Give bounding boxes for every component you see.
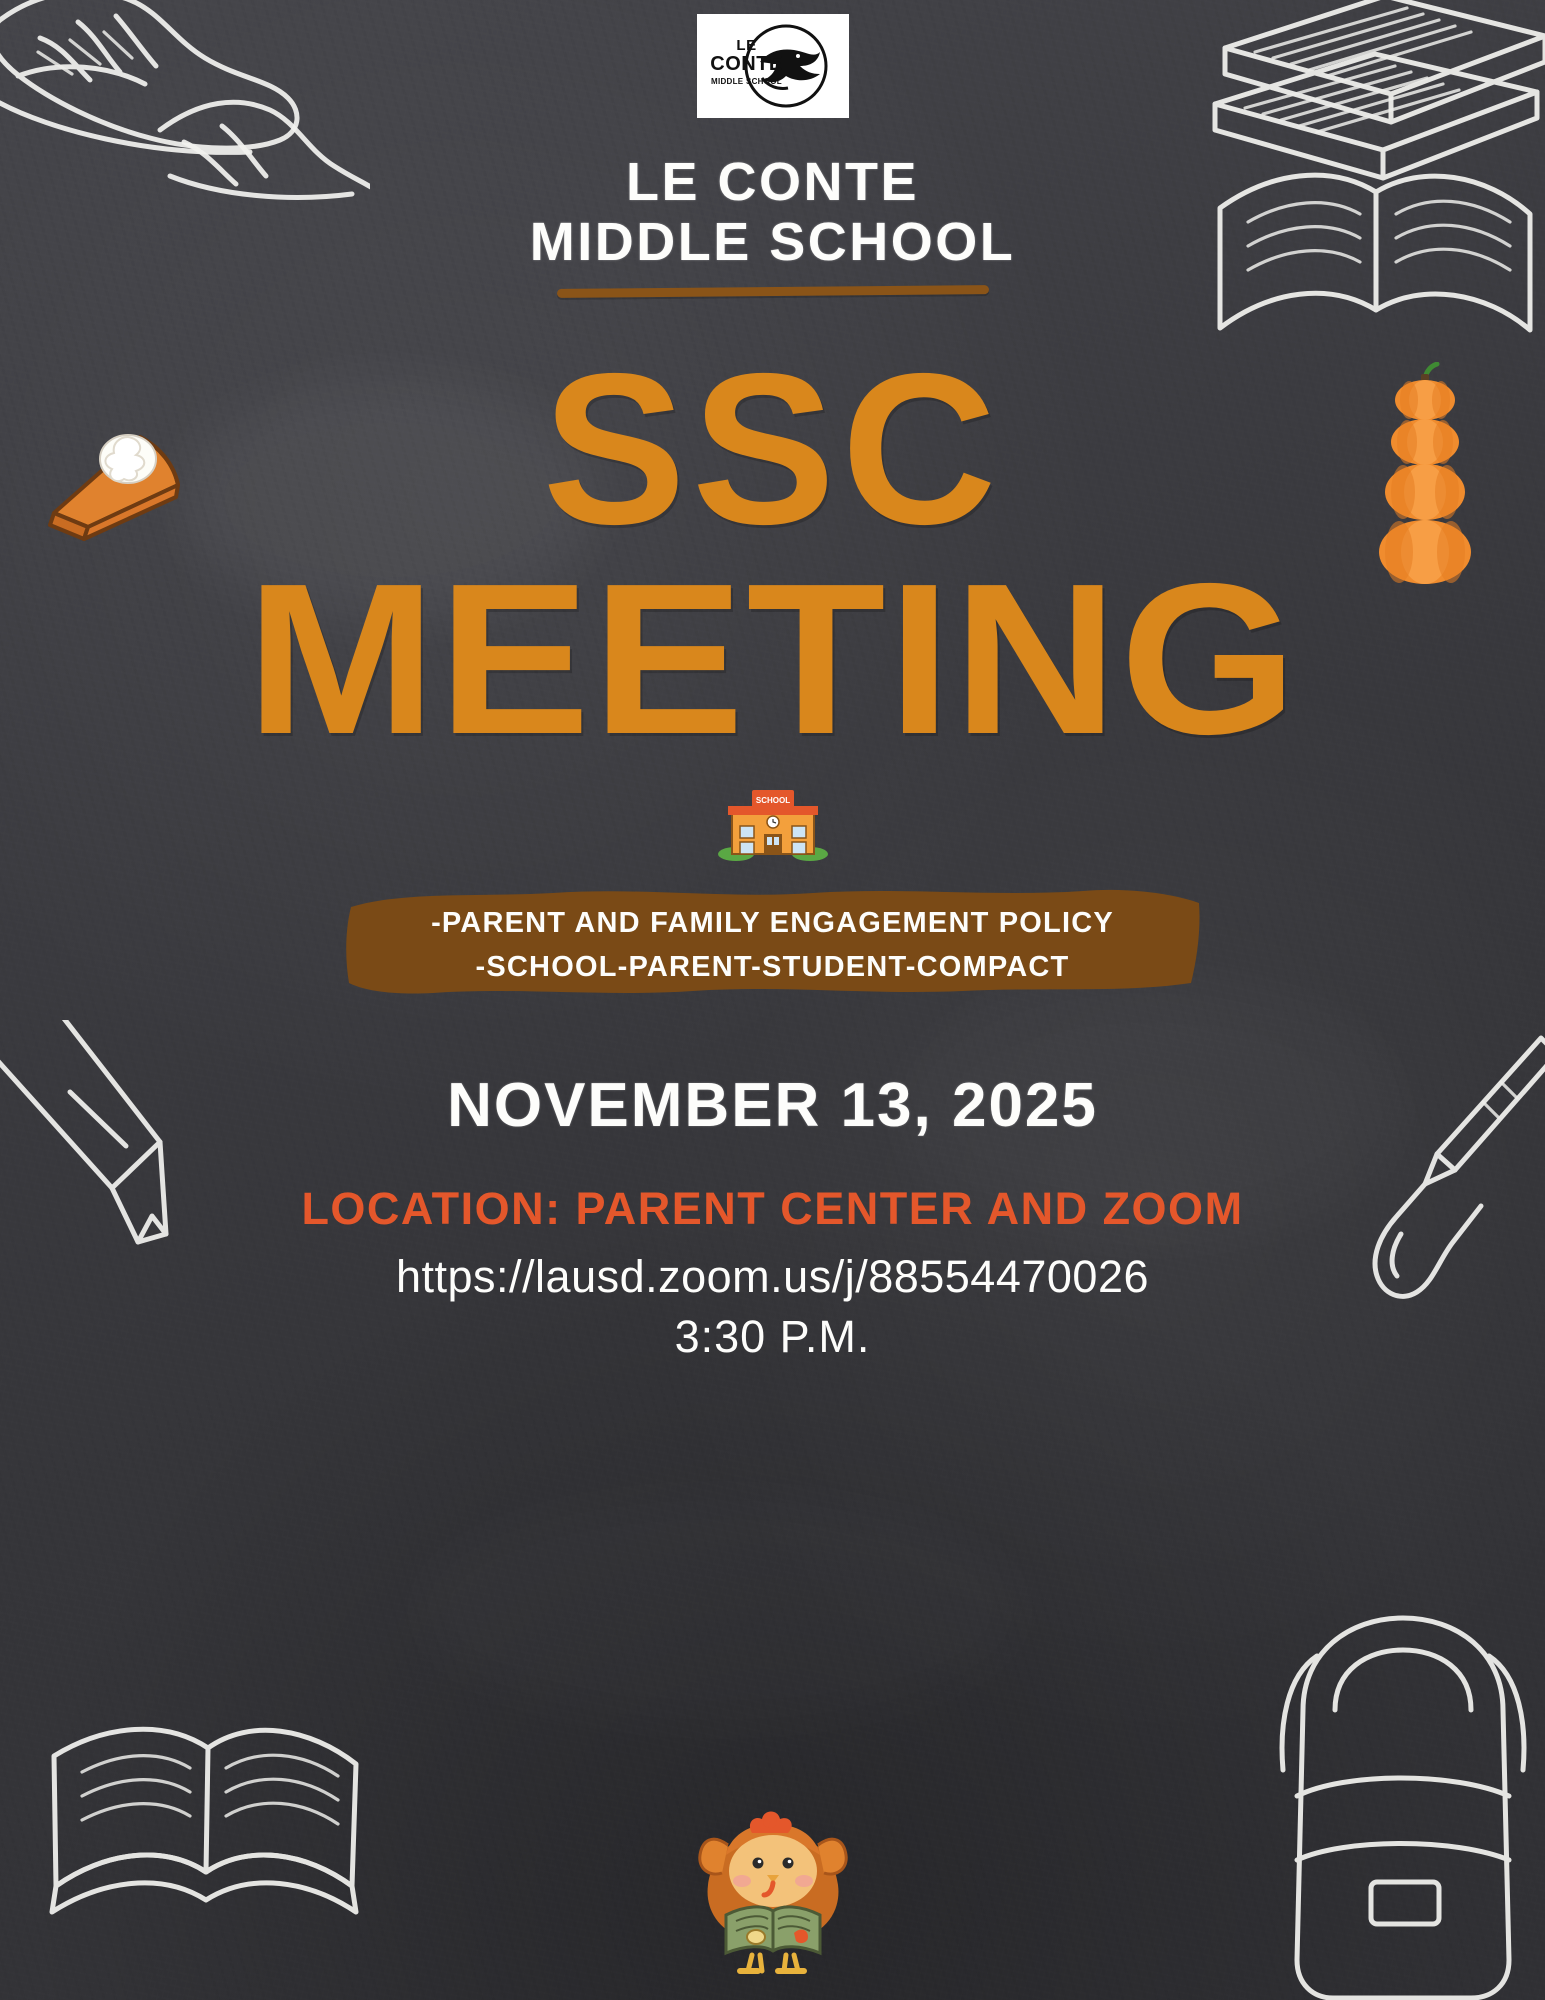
agenda-item-2: -SCHOOL-PARENT-STUDENT-COMPACT xyxy=(475,951,1070,984)
event-title-line-1: SSC xyxy=(542,327,1003,569)
agenda-banner xyxy=(343,881,1203,1015)
title-divider xyxy=(556,285,988,298)
school-logo xyxy=(697,14,849,118)
logo-line-1: LE xyxy=(736,37,757,54)
svg-text:SCHOOL: SCHOOL xyxy=(755,795,790,805)
event-date: NOVEMBER 13, 2025 xyxy=(447,1071,1098,1141)
logo-line-3: MIDDLE SCHOOL xyxy=(710,76,782,86)
school-name-line-1: LE CONTE xyxy=(625,152,919,212)
zoom-link[interactable]: https://lausd.zoom.us/j/88554470026 xyxy=(395,1251,1149,1303)
school-name-line-2: MIDDLE SCHOOL xyxy=(529,212,1016,273)
page-title xyxy=(530,152,1016,273)
agenda-item-1: -PARENT AND FAMILY ENGAGEMENT POLICY xyxy=(431,906,1114,939)
event-location: LOCATION: PARENT CENTER AND ZOOM xyxy=(301,1183,1244,1235)
event-time: 3:30 P.M. xyxy=(674,1311,871,1363)
turkey-reading-icon xyxy=(668,1797,878,1982)
logo-line-2: CONTE xyxy=(710,52,783,75)
schoolhouse-icon xyxy=(714,782,832,867)
event-title-line-2: MEETING xyxy=(245,537,1300,779)
